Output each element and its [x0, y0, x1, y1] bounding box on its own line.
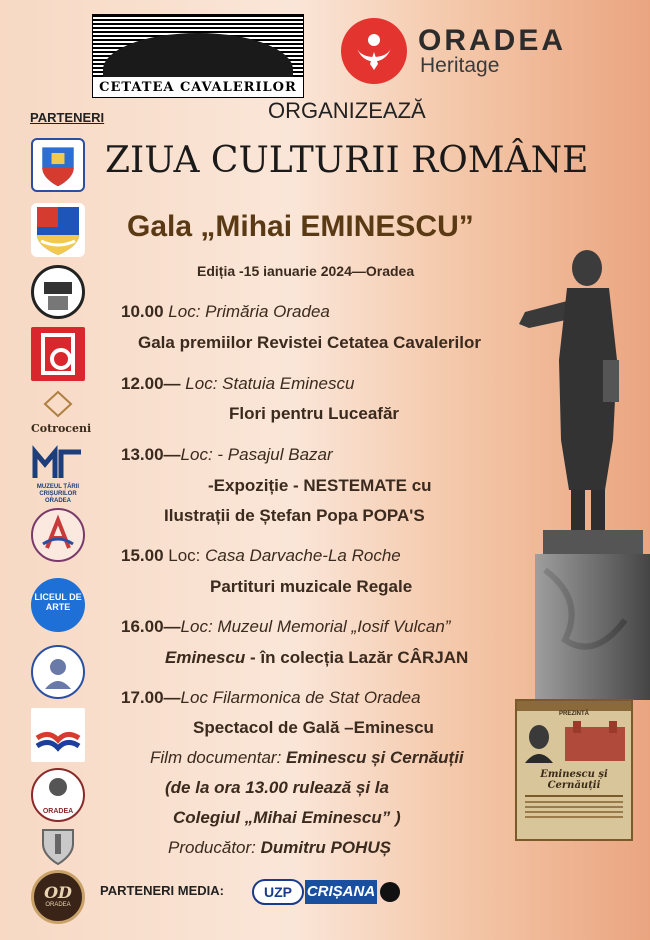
- edition-line: Ediția -15 ianuarie 2024—Oradea: [197, 263, 415, 279]
- muzeul-cotroceni-icon: [31, 388, 92, 440]
- muzeul-label: MUZEUL ȚĂRII CRIȘURILOR ORADEA: [36, 484, 80, 504]
- event-17-title: Spectacol de Gală –Eminescu: [193, 718, 434, 737]
- crest-shield-icon: [31, 826, 85, 866]
- od-label: ORADEA: [45, 902, 71, 908]
- oradea-brand-sub: Heritage: [420, 54, 500, 77]
- cetatea-cavalerilor-badge-icon: [31, 265, 85, 319]
- oradea-heritage-mark-icon: [341, 18, 407, 84]
- event-13-header: 13.00—Loc: - Pasajul Bazar: [121, 445, 333, 464]
- event-10-title: Gala premiilor Revistei Cetatea Cavalerilor: [138, 333, 481, 352]
- event-16-header: 16.00—Loc: Muzeul Memorial „Iosif Vulcan”: [121, 617, 451, 636]
- crisana-logo: CRIȘANA: [305, 880, 377, 904]
- media-badge-icon: [380, 882, 400, 902]
- event-16-title: Eminescu - în colecția Lazăr CÂRJAN: [165, 648, 469, 667]
- poster-presents: PREZINTĂ: [559, 711, 589, 717]
- liceul-label: LICEUL DE ARTE: [34, 592, 82, 612]
- event-13-title: -Expoziție - NESTEMATE cu: [208, 476, 432, 495]
- gala-title: Gala „Mihai EMINESCU”: [127, 210, 474, 243]
- oradea-brand-name: ORADEA: [418, 24, 567, 57]
- cetatea-cavalerilor-logo: [92, 14, 304, 98]
- muzeul-tarii-crisurilor-icon: [31, 444, 85, 502]
- cetatea-logo-text: CETATEA CAVALERILOR: [99, 80, 297, 95]
- organizer-heading: ORGANIZEAZĂ: [268, 98, 426, 123]
- event-15-title: Partituri muzicale Regale: [210, 577, 413, 596]
- event-10-header: 10.00 Loc: Primăria Oradea: [121, 302, 330, 321]
- eminescu-portrait-badge-icon: [31, 645, 85, 699]
- od-oradea-badge-icon: OD ORADEA: [31, 870, 85, 924]
- documentary-poster-image: [515, 699, 633, 841]
- uzp-logo: UZP: [252, 879, 304, 905]
- event-17-note1: (de la ora 13.00 rulează și la: [165, 778, 389, 797]
- eminescu-statue-image: [505, 240, 650, 700]
- cotroceni-label: Cotroceni: [31, 422, 92, 435]
- event-12-title: Flori pentru Luceafăr: [229, 404, 400, 423]
- universitatea-arte-icon: [31, 508, 85, 562]
- event-17-film: Film documentar: Eminescu și Cernăuții: [150, 748, 464, 767]
- event-15-header: 15.00 Loc: Casa Darvache-La Roche: [121, 546, 401, 565]
- liceul-de-arte-icon: [31, 578, 85, 632]
- event-17-producer: Producător: Dumitru POHUȘ: [168, 838, 391, 857]
- oradea-coat-of-arms-icon: [31, 138, 85, 192]
- red-emblem-icon: [31, 327, 85, 381]
- poster-title: Eminescu și Cernăuții: [540, 769, 608, 791]
- event-17-note2: Colegiul „Mihai Eminescu” ): [173, 808, 401, 827]
- event-17-header: 17.00—Loc Filarmonica de Stat Oradea: [121, 688, 421, 707]
- media-partners-label: PARTENERI MEDIA:: [100, 883, 224, 898]
- colegiul-eminescu-badge-icon: [31, 768, 85, 822]
- event-13-subtitle: Ilustrații de Ștefan Popa POPA'S: [164, 506, 425, 525]
- partners-label: PARTENERI: [30, 110, 105, 125]
- poster-portrait-icon: [517, 717, 631, 763]
- bihor-coat-of-arms-icon: [31, 203, 85, 257]
- books-emblem-icon: [31, 708, 85, 762]
- page-title: ZIUA CULTURII ROMÂNE: [105, 140, 589, 181]
- event-12-header: 12.00— Loc: Statuia Eminescu: [121, 374, 355, 393]
- colegiul-label: ORADEA: [42, 808, 74, 815]
